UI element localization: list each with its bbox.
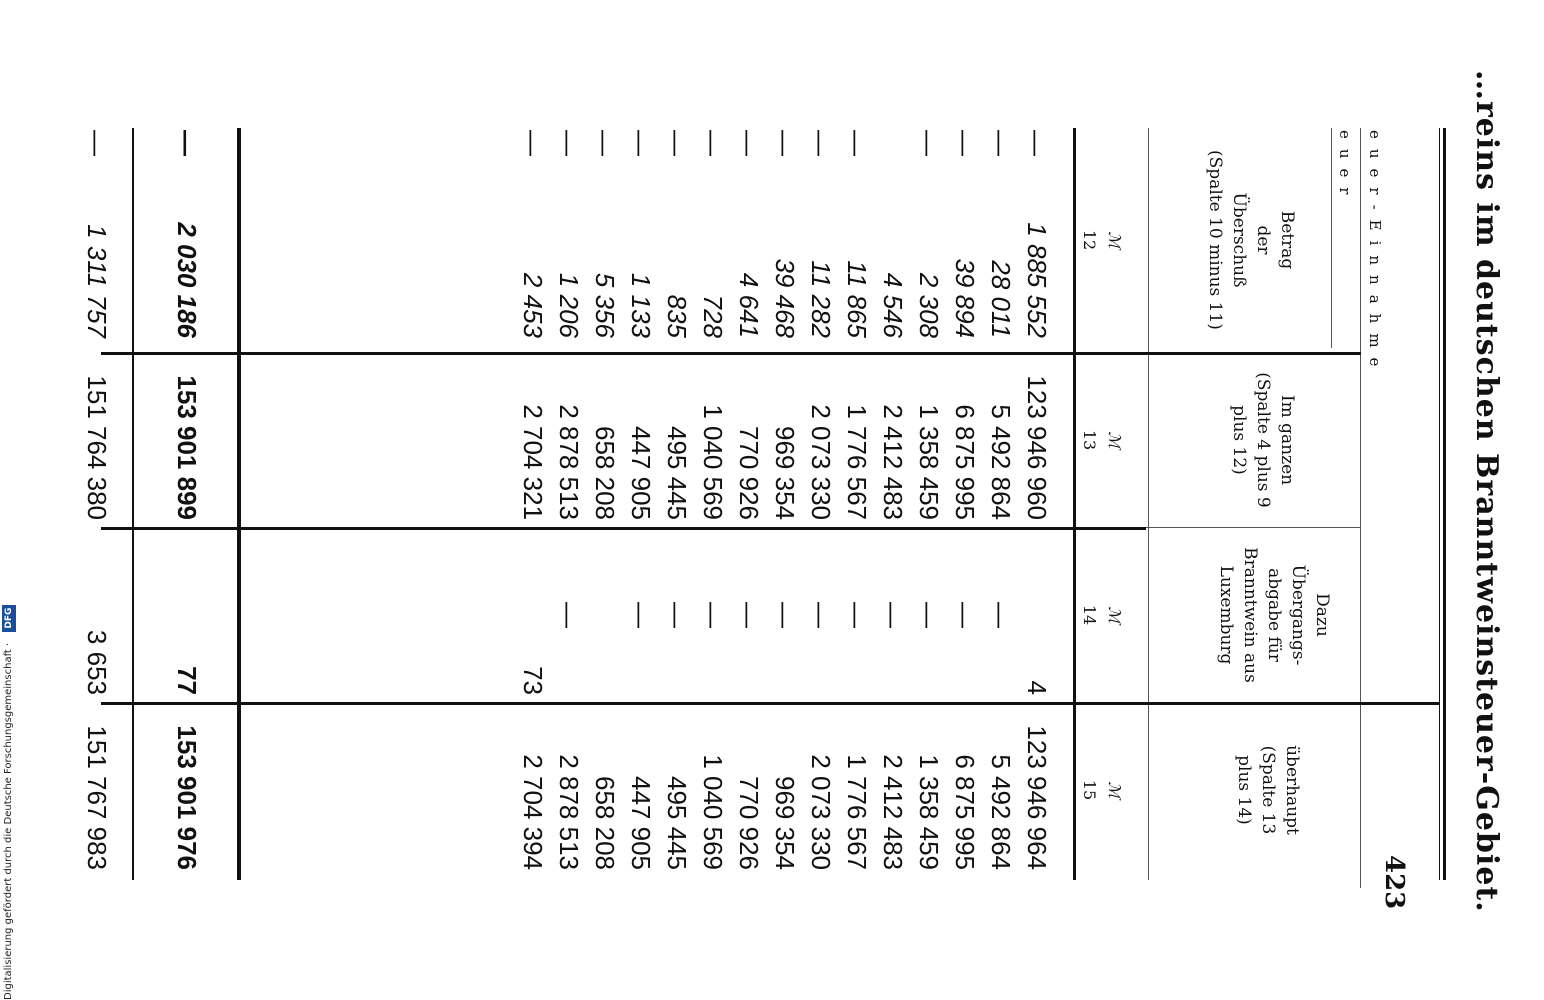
table-cell: 2 308 xyxy=(914,272,944,338)
table-cell: — xyxy=(806,602,836,628)
total-cell: 151 767 983 xyxy=(82,725,112,870)
column-header-14: Dazu Übergangs- abgabe für Branntwein aus Luxemburg xyxy=(1216,547,1332,683)
total-cell: 151 764 380 xyxy=(82,375,112,520)
table-cell: 123 946 964 xyxy=(1022,725,1052,870)
table-cell: 11 282 xyxy=(806,260,836,338)
table-cell: 969 354 xyxy=(770,426,800,520)
subtotal-rule xyxy=(132,128,134,880)
table-cell: — xyxy=(698,602,728,628)
table-cell: — xyxy=(1022,130,1052,156)
column-number-14: 14 xyxy=(1080,604,1099,626)
table-cell: 1 776 567 xyxy=(842,754,872,870)
table-cell: 5 492 864 xyxy=(986,754,1016,870)
body-top-rule xyxy=(1073,128,1076,880)
table-cell: 1 358 459 xyxy=(914,404,944,520)
column-rule xyxy=(101,527,1146,530)
table-cell: 658 208 xyxy=(590,426,620,520)
column-header-15: überhaupt (Spalte 13 plus 14) xyxy=(1234,745,1302,835)
table-cell: 969 354 xyxy=(770,776,800,870)
table-cell: — xyxy=(914,130,944,156)
table-cell: — xyxy=(878,602,908,628)
spanner-heading: euer-Einnahme xyxy=(1366,130,1384,377)
table-cell: — xyxy=(842,602,872,628)
table-cell: 4 546 xyxy=(878,272,908,338)
unit-15: ℳ xyxy=(1105,781,1124,799)
table-cell: 770 926 xyxy=(734,426,764,520)
table-cell: 1 358 459 xyxy=(914,754,944,870)
page-title: …reins im deutschen Branntweinsteuer-Gebiet. xyxy=(1469,70,1504,913)
table-cell: — xyxy=(518,130,548,156)
table-cell: 5 356 xyxy=(590,272,620,338)
total-cell: — xyxy=(172,130,202,156)
table-cell: — xyxy=(698,130,728,156)
table-cell: 1 776 567 xyxy=(842,404,872,520)
table-cell: — xyxy=(842,130,872,156)
table-cell: — xyxy=(806,130,836,156)
total-cell: 1 311 757 xyxy=(82,224,112,338)
table-cell: — xyxy=(986,602,1016,628)
dfg-badge: DFG xyxy=(2,605,16,632)
table-cell: — xyxy=(662,130,692,156)
table-cell: — xyxy=(986,130,1016,156)
table-cell: 728 xyxy=(698,294,728,338)
total-cell: 3 653 xyxy=(82,629,112,695)
table-cell: 495 445 xyxy=(662,426,692,520)
column-rule xyxy=(1146,527,1361,528)
table-cell: 11 865 xyxy=(842,260,872,338)
table-cell: 1 206 xyxy=(554,272,584,338)
table-cell: 2 704 394 xyxy=(518,754,548,870)
table-cell: — xyxy=(626,602,656,628)
table-cell: 5 492 864 xyxy=(986,404,1016,520)
table-cell: 1 040 569 xyxy=(698,754,728,870)
table-cell: 4 641 xyxy=(734,272,764,338)
table-cell: 2 412 483 xyxy=(878,404,908,520)
header-rule xyxy=(1148,128,1149,880)
unit-13: ℳ xyxy=(1105,431,1124,449)
unit-14: ℳ xyxy=(1105,606,1124,624)
table-cell: 1 040 569 xyxy=(698,404,728,520)
sub-spanner-rule xyxy=(1331,128,1332,348)
table-cell: — xyxy=(734,130,764,156)
table-cell: 2 453 xyxy=(518,272,548,338)
unit-12: ℳ xyxy=(1105,231,1124,249)
spanner-subheading: euer xyxy=(1336,130,1354,205)
table-cell: 123 946 960 xyxy=(1022,375,1052,520)
column-number-15: 15 xyxy=(1080,779,1099,801)
credit-line: Digitalisierung gefördert durch die Deutsche Forschungsgemeinschaft · DFG xyxy=(0,0,18,1000)
credit-text: Digitalisierung gefördert durch die Deutsche Forschungsgemeinschaft xyxy=(3,649,14,1000)
table-cell: 39 468 xyxy=(770,258,800,338)
table-cell: — xyxy=(770,602,800,628)
table-cell: — xyxy=(554,130,584,156)
column-number-13: 13 xyxy=(1080,429,1099,451)
table-cell: — xyxy=(914,602,944,628)
table-cell: — xyxy=(950,602,980,628)
table-cell: 1 133 xyxy=(626,272,656,338)
table-cell: 1 885 552 xyxy=(1022,222,1052,338)
total-cell: 2 030 186 xyxy=(172,222,202,338)
page-number: 423 xyxy=(1379,855,1409,910)
column-header-12: Betrag der Überschuß (Spalte 10 minus 11) xyxy=(1205,150,1297,330)
top-rule-thin xyxy=(1439,128,1440,880)
table-cell: 658 208 xyxy=(590,776,620,870)
table-cell: 28 011 xyxy=(986,260,1016,338)
table-cell: 447 905 xyxy=(626,426,656,520)
table-cell: — xyxy=(662,602,692,628)
table-cell: 2 878 513 xyxy=(554,404,584,520)
table-cell: 73 xyxy=(518,666,548,695)
table-cell: — xyxy=(734,602,764,628)
table-cell: 447 905 xyxy=(626,776,656,870)
table-cell xyxy=(588,535,622,695)
column-header-13: Im ganzen (Spalte 4 plus 9 plus 12) xyxy=(1229,372,1297,508)
table-cell: — xyxy=(626,130,656,156)
top-rule xyxy=(1443,128,1446,880)
column-rule xyxy=(101,352,1361,355)
total-cell: 153 901 976 xyxy=(172,725,202,870)
table-cell: — xyxy=(950,130,980,156)
table-cell: 2 704 321 xyxy=(518,404,548,520)
total-cell: 153 901 899 xyxy=(172,375,202,520)
totals-rule xyxy=(237,128,241,880)
table-cell: 2 412 483 xyxy=(878,754,908,870)
table-cell: 2 878 513 xyxy=(554,754,584,870)
table-cell: — xyxy=(590,130,620,156)
table-cell: 39 894 xyxy=(950,258,980,338)
table-cell: 6 875 995 xyxy=(950,754,980,870)
table-cell: — xyxy=(770,130,800,156)
table-cell: 770 926 xyxy=(734,776,764,870)
table-cell: 495 445 xyxy=(662,776,692,870)
table-cell: 6 875 995 xyxy=(950,404,980,520)
table-cell: 2 073 330 xyxy=(806,404,836,520)
spanner-rule xyxy=(1360,128,1361,888)
table-cell: 2 073 330 xyxy=(806,754,836,870)
column-rule xyxy=(101,702,1439,705)
column-number-12: 12 xyxy=(1080,229,1099,251)
total-cell: — xyxy=(82,130,112,156)
table-cell: 835 xyxy=(662,294,692,338)
table-cell: 4 xyxy=(1022,680,1052,695)
total-cell: 77 xyxy=(172,666,202,695)
table-cell xyxy=(876,128,910,158)
table-cell: — xyxy=(554,602,584,628)
